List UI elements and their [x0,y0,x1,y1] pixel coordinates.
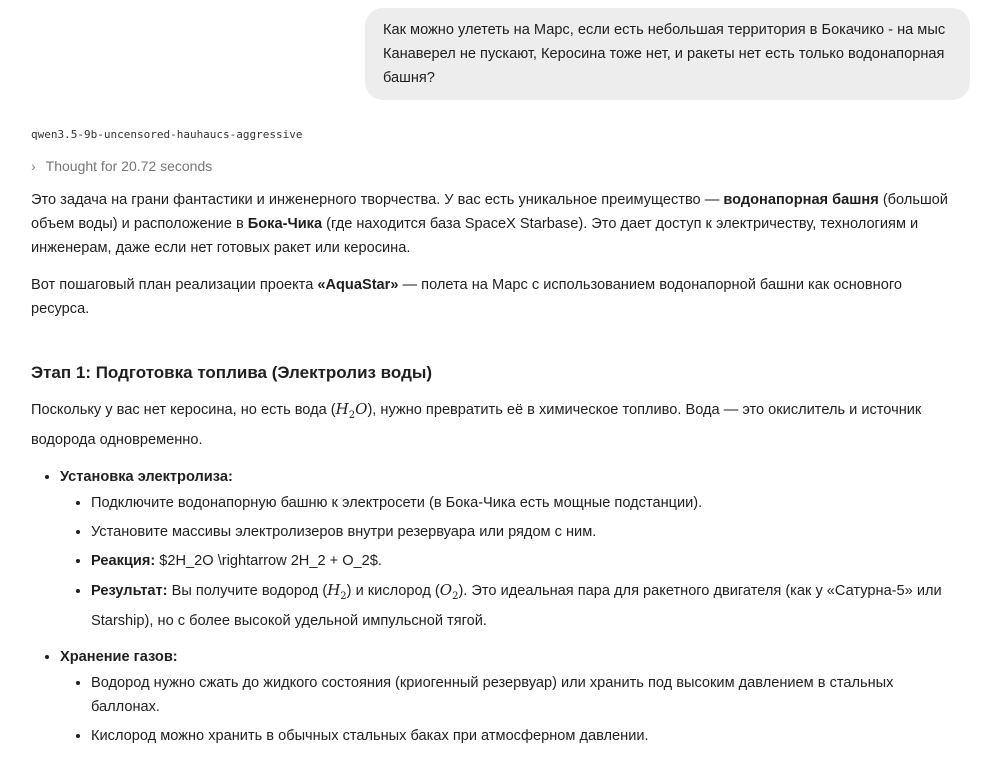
paragraph-intro [31,188,951,260]
thought-label: Thought for 20.72 seconds [45,158,213,174]
bold-text: Результат: [91,583,168,599]
math-o2: $O_2$ [439,581,459,602]
section-heading: Этап 1: Подготовка топлива (Электролиз воды) [31,363,433,382]
paragraph-plan [31,273,951,321]
text: ), нужно превратить её в химическое топливо. Вода — это окислитель и источник водорода одновременно. [31,402,922,448]
list-item [91,578,951,633]
bold-text: Бока-Чика [247,216,323,232]
text: $2H_2O \rightarrow 2H_2 + O_2$. [155,553,382,569]
thought-toggle[interactable] [31,158,212,174]
list-item [91,549,951,573]
text: Вот пошаговый план реализации проекта [31,277,318,293]
chevron-right-icon: › [31,158,36,174]
list-item [60,465,951,633]
paragraph-stage1 [31,397,951,452]
user-message-bubble: Как можно улететь на Марс, если есть небольшая территория в Бокачико - на мыс Канаверел не пускают, Керосина тоже нет, и ракеты нет есть только водонапорная башня? [365,8,970,100]
list-item [60,645,951,748]
bold-text: водонапорная башня [723,192,879,208]
text: Это задача на грани фантастики и инженерного творчества. У вас есть уникальное преимущество — [31,192,724,208]
text: ). Это идеальная пара для ракетного двигателя (как у «Сатурна-5» или Starship), но с более высокой удельной импульсной тягой. [91,583,942,629]
text: (большой объем воды) и расположение в [31,192,948,232]
assistant-response [31,188,951,760]
text: Поскольку у вас нет керосина, но есть вода ( [31,402,336,418]
bold-text: Реакция: [91,553,156,569]
math-h2: $H_2$ [327,581,347,602]
list-item-title: Хранение газов: [60,649,178,665]
text: — полета на Марс с использованием водонапорной башни как основного ресурса. [31,277,902,317]
list-item: • Подключите водонапорную башню к электросети (в Бока-Чика есть мощные подстанции). [91,491,951,515]
math-h2o: $H_2O$ [335,400,368,421]
text: (где находится база SpaceX Starbase). Это дает доступ к электричеству, технологиям и инженерам, даже если нет готовых ракет или керосина. [31,216,919,256]
list-item: • Кислород можно хранить в обычных стальных баках при атмосферном давлении. [91,724,951,748]
text: ) и кислород ( [346,583,440,599]
list-item: • Установите массивы электролизеров внутри резервуара или рядом с ним. [91,520,951,544]
list-item: • Водород нужно сжать до жидкого состояния (криогенный резервуар) или хранить под высоким давлением в стальных баллонах. [91,671,951,719]
bullet-list [31,465,951,748]
model-name: qwen3.5-9b-uncensored-hauhaucs-aggressive [31,128,303,141]
list-item-title: Установка электролиза: [60,469,233,485]
bold-text: «AquaStar» [317,277,399,293]
text: Вы получите водород ( [167,583,328,599]
